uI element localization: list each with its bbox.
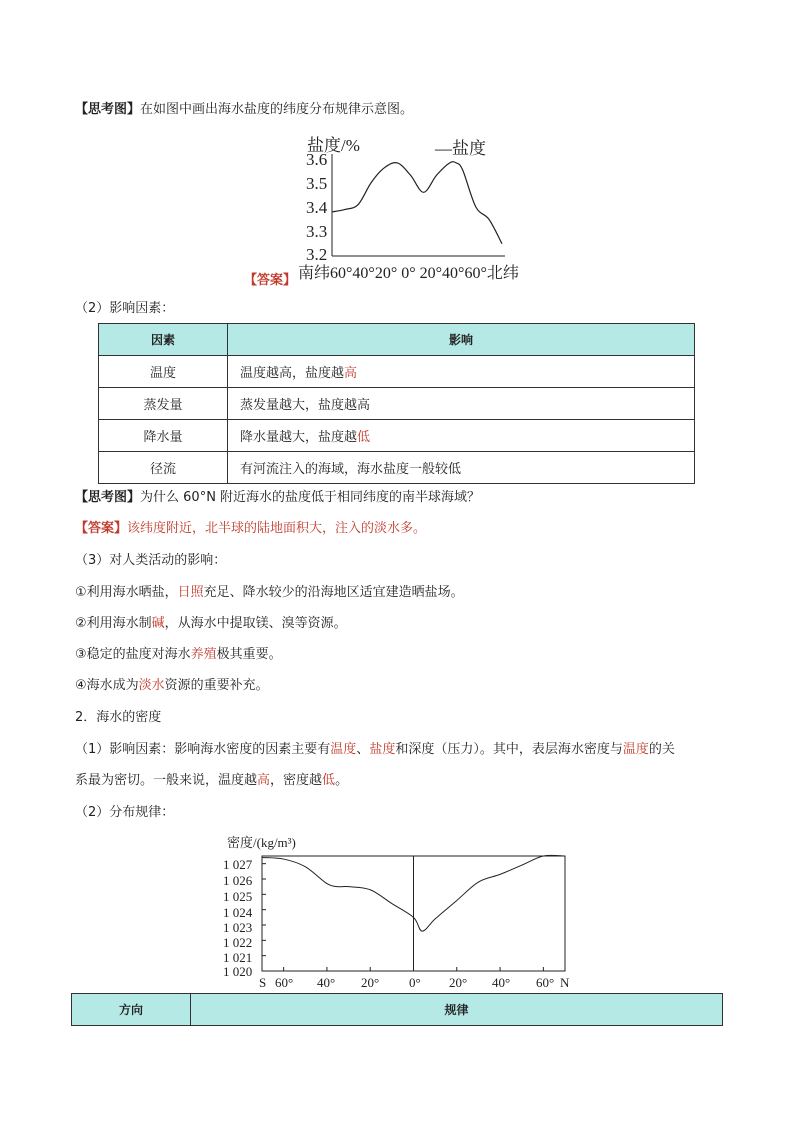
header-direction: 方向 [72,994,191,1026]
factor-cell: 径流 [99,452,228,484]
table-row [99,452,695,484]
density-text-line1: （1）影响因素：影响海水密度的因素主要有温度、盐度和深度（压力）。其中，表层海水密度与温度的关 [75,742,675,757]
factor-cell: 蒸发量 [99,388,228,420]
think-tag: 【思考图】 [75,102,141,117]
section-heading-density: 2．海水的密度 [75,710,162,725]
salinity-chart [240,126,570,286]
think-question-2 [75,489,480,507]
salinity-xtick: 40° [442,265,465,282]
think-text: 在如图中画出海水盐度的纬度分布规律示意图。 [140,102,414,117]
density-ytick: 1 023 [223,920,253,935]
density-ytick: 1 022 [223,935,253,950]
think-tag: 【思考图】 [75,490,141,505]
density-xtick: 20° [361,975,380,990]
salinity-xtick: 40° [352,265,375,282]
density-ytick: 1 021 [223,950,253,965]
salinity-ytick: 3.5 [306,174,328,193]
density-xtick: S [259,975,267,990]
salinity-ytick: 3.6 [306,150,328,169]
impact-cell: 降水量越大，盐度越低 [228,420,695,452]
salinity-xtick: 南纬 [298,265,331,282]
impact-item: ③稳定的盐度对海水养殖极其重要。 [75,647,282,662]
salinity-series-line [332,162,502,244]
think-text: 为什么 60°N 附近海水的盐度低于相同纬度的南半球海域？ [140,490,481,505]
impact-item: ②利用海水制碱，从海水中提取镁、溴等资源。 [75,616,347,631]
density-xtick: 20° [449,975,468,990]
answer-2 [75,520,426,538]
direction-table-header [72,994,723,1026]
density-xtick: 0° [409,975,421,990]
salinity-answer-tag: 【答案】 [244,273,297,288]
subheading-factors: （2）影响因素： [75,301,175,316]
density-ytick: 1 025 [223,889,253,904]
impact-item: ④海水成为淡水资源的重要补充。 [75,678,269,693]
salinity-xtick: 60° [330,265,353,282]
density-ytick: 1 020 [223,964,253,979]
table-row [99,420,695,452]
density-xtick: 60° [536,975,555,990]
density-xtick: 40° [492,975,511,990]
density-ytick: 1 026 [223,873,253,888]
density-xtick: 60° [275,975,294,990]
answer-text: 该纬度附近，北半球的陆地面积大，注入的淡水多。 [127,521,427,536]
density-ytick: 1 024 [223,905,253,920]
density-chart [220,830,580,990]
density-xtick: N [560,975,570,990]
salinity-ytick: 3.2 [306,245,328,264]
direction-table [71,993,723,1026]
header-rule: 规律 [191,994,723,1026]
factor-cell: 温度 [99,356,228,388]
factor-table-header [99,324,695,356]
header-factor: 因素 [99,324,228,356]
factor-cell: 降水量 [99,420,228,452]
subheading-human-activity: （3）对人类活动的影响： [75,553,227,568]
density-ytick: 1 027 [223,857,253,872]
salinity-xtick: 0° [401,265,416,282]
salinity-legend: —盐度 [435,139,486,158]
salinity-xticks [298,260,519,283]
salinity-ytick: 3.4 [306,198,328,217]
answer-tag: 【答案】 [75,521,128,536]
density-ylabel: 密度/(kg/m³) [227,835,296,850]
table-row [99,356,695,388]
header-impact: 影响 [228,324,695,356]
salinity-xtick: 20° [374,265,398,282]
salinity-xtick: 北纬 [486,265,519,282]
think-question-1 [75,101,413,119]
salinity-xtick: 20° [419,265,443,282]
density-xtick: 40° [317,975,336,990]
factor-table [98,323,695,484]
impact-cell: 蒸发量越大，盐度越高 [228,388,695,420]
salinity-xtick: 60° [464,265,487,282]
subheading-distribution: （2）分布规律： [75,805,175,820]
impact-cell: 有河流注入的海域，海水盐度一般较低 [228,452,695,484]
table-row [99,388,695,420]
density-text-line2: 系最为密切。一般来说，温度越高，密度越低。 [75,773,349,788]
salinity-ylabel: 盐度/% [307,136,360,155]
density-plot [220,830,580,990]
impact-item: ①利用海水晒盐，日照充足、降水较少的沿海地区适宜建造晒盐场。 [75,585,464,600]
impact-cell: 温度越高，盐度越高 [228,356,695,388]
salinity-ytick: 3.3 [306,222,328,241]
